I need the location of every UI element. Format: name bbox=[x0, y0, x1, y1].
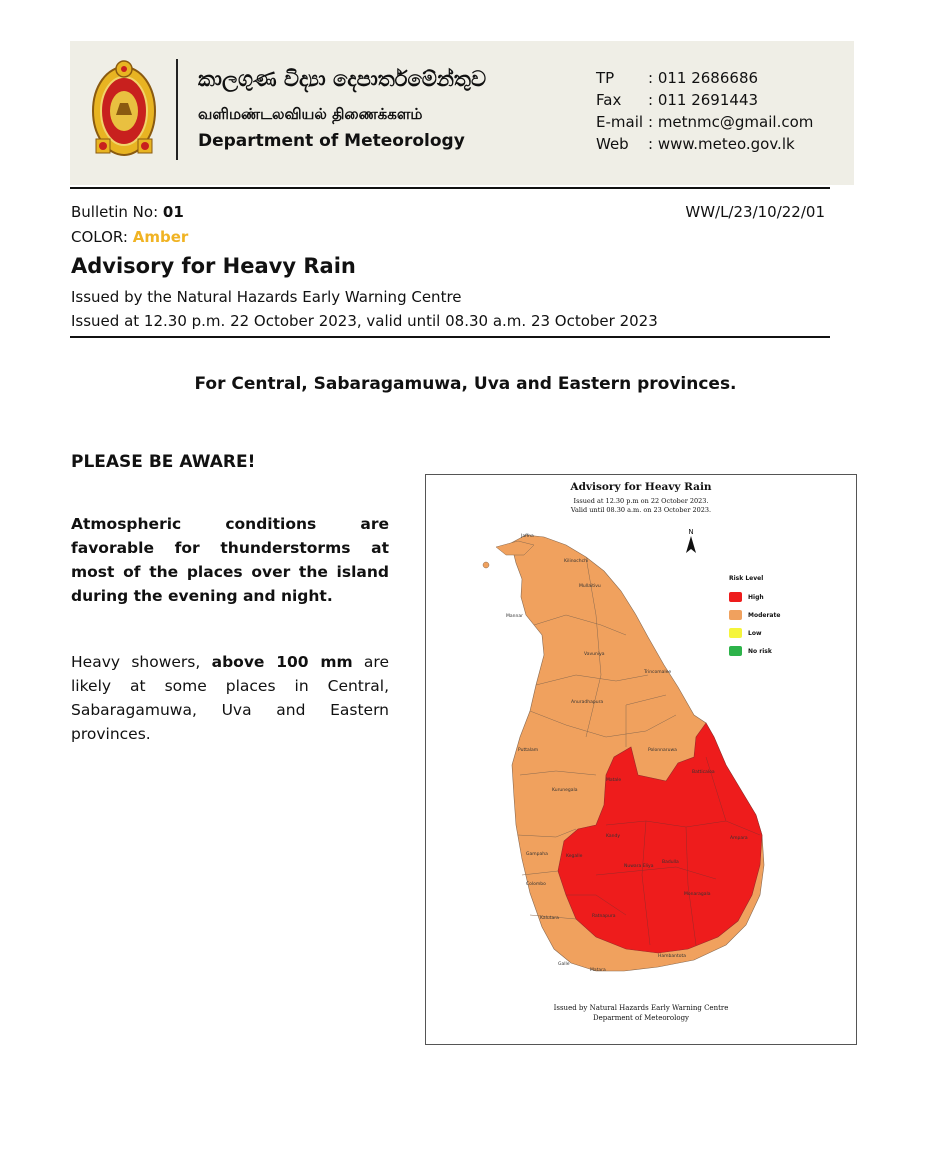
title-rule bbox=[70, 336, 830, 338]
contact-row-fax: Fax : 011 2691443 bbox=[596, 91, 759, 109]
islet-west bbox=[483, 562, 489, 568]
map-footer: Issued by Natural Hazards Early Warning Centre Deparment of Meteorology bbox=[553, 1004, 729, 1022]
provinces-heading: For Central, Sabaragamuwa, Uva and Eastern provinces. bbox=[194, 374, 737, 394]
district-label: Trincomalee bbox=[644, 670, 672, 675]
bulletin-number: Bulletin No: 01 bbox=[71, 203, 184, 221]
legend-item-moderate: Moderate bbox=[729, 606, 780, 624]
legend-item-no-risk: No risk bbox=[729, 642, 780, 660]
department-name-english: Department of Meteorology bbox=[198, 131, 465, 151]
district-label: Kandy bbox=[606, 834, 621, 839]
map-subtitle: Issued at 12.30 p.m on 22 October 2023. Valid until 08.30 a.m. on 23 October 2023. bbox=[570, 497, 712, 514]
district-label: Kegalle bbox=[566, 854, 583, 859]
legend-item-low: Low bbox=[729, 624, 780, 642]
district-label: Monaragala bbox=[684, 892, 711, 897]
contact-row-email: E-mail : metnmc@gmail.com bbox=[596, 113, 814, 131]
header-divider bbox=[176, 59, 178, 160]
district-label: Puttalam bbox=[518, 748, 539, 753]
district-label: Ampara bbox=[730, 836, 748, 841]
header-rule bbox=[70, 187, 830, 189]
district-label: Matara bbox=[590, 968, 606, 973]
legend-swatch bbox=[729, 628, 742, 638]
national-emblem-icon bbox=[90, 59, 158, 159]
district-label: Hambantota bbox=[658, 954, 687, 959]
north-arrow: N bbox=[685, 528, 697, 556]
contact-row-tp: TP : 011 2686686 bbox=[596, 69, 759, 87]
map-title: Advisory for Heavy Rain bbox=[570, 481, 712, 493]
thunderstorm-paragraph: Atmospheric conditions are favorable for thunderstorms at most of the places over the island during the evening and night. bbox=[71, 515, 389, 605]
heavy-showers-paragraph: Heavy showers, above 100 mm are likely at some places in Central, Sabaragamuwa, Uva and Eastern provinces. bbox=[71, 653, 389, 743]
map-legend bbox=[729, 575, 780, 660]
advisory-map bbox=[425, 474, 857, 1045]
district-label: Kilinochchi bbox=[564, 559, 589, 564]
district-label: Galle bbox=[558, 962, 570, 967]
district-label: Gampaha bbox=[526, 852, 548, 857]
district-label: Polonnaruwa bbox=[648, 748, 677, 753]
department-name-sinhala: කාලගුණ විද්‍යා දෙපාර්තමේන්තුව bbox=[198, 67, 487, 91]
north-arrow-icon bbox=[685, 536, 697, 554]
issued-by: Issued by the Natural Hazards Early Warning Centre bbox=[71, 288, 462, 306]
issued-at: Issued at 12.30 p.m. 22 October 2023, valid until 08.30 a.m. 23 October 2023 bbox=[71, 312, 658, 330]
contact-row-web: Web : www.meteo.gov.lk bbox=[596, 135, 795, 153]
sri-lanka-map bbox=[426, 475, 856, 1044]
district-label: Vavuniya bbox=[584, 652, 605, 657]
legend-swatch bbox=[729, 646, 742, 656]
legend-title: Risk Level bbox=[729, 575, 764, 582]
district-label: Mannar bbox=[506, 614, 523, 619]
district-label: Matale bbox=[606, 778, 622, 783]
aware-heading: PLEASE BE AWARE! bbox=[71, 452, 256, 472]
district-label: Jaffna bbox=[521, 534, 534, 539]
district-label: Kalutara bbox=[540, 916, 559, 921]
bulletin-color: COLOR: Amber bbox=[71, 228, 189, 246]
district-label: Colombo bbox=[526, 882, 546, 887]
district-label: Badulla bbox=[662, 860, 679, 865]
district-label: Ratnapura bbox=[592, 914, 616, 919]
letterhead bbox=[70, 41, 854, 185]
department-name-tamil: வளிமண்டலவியல் திணைக்களம் bbox=[198, 105, 423, 123]
district-label: Batticaloa bbox=[692, 770, 715, 775]
district-label: Kurunegala bbox=[552, 788, 578, 793]
legend-swatch bbox=[729, 592, 742, 602]
legend-swatch bbox=[729, 610, 742, 620]
bulletin-reference: WW/L/23/10/22/01 bbox=[685, 203, 825, 221]
legend-item-high: High bbox=[729, 588, 780, 606]
contact-info bbox=[596, 67, 813, 155]
district-label: Mullaitivu bbox=[579, 584, 601, 589]
district-label: Anuradhapura bbox=[571, 700, 604, 705]
color-amber-value: Amber bbox=[132, 228, 189, 246]
advisory-title: Advisory for Heavy Rain bbox=[71, 254, 356, 278]
district-label: Nuwara Eliya bbox=[624, 864, 654, 869]
